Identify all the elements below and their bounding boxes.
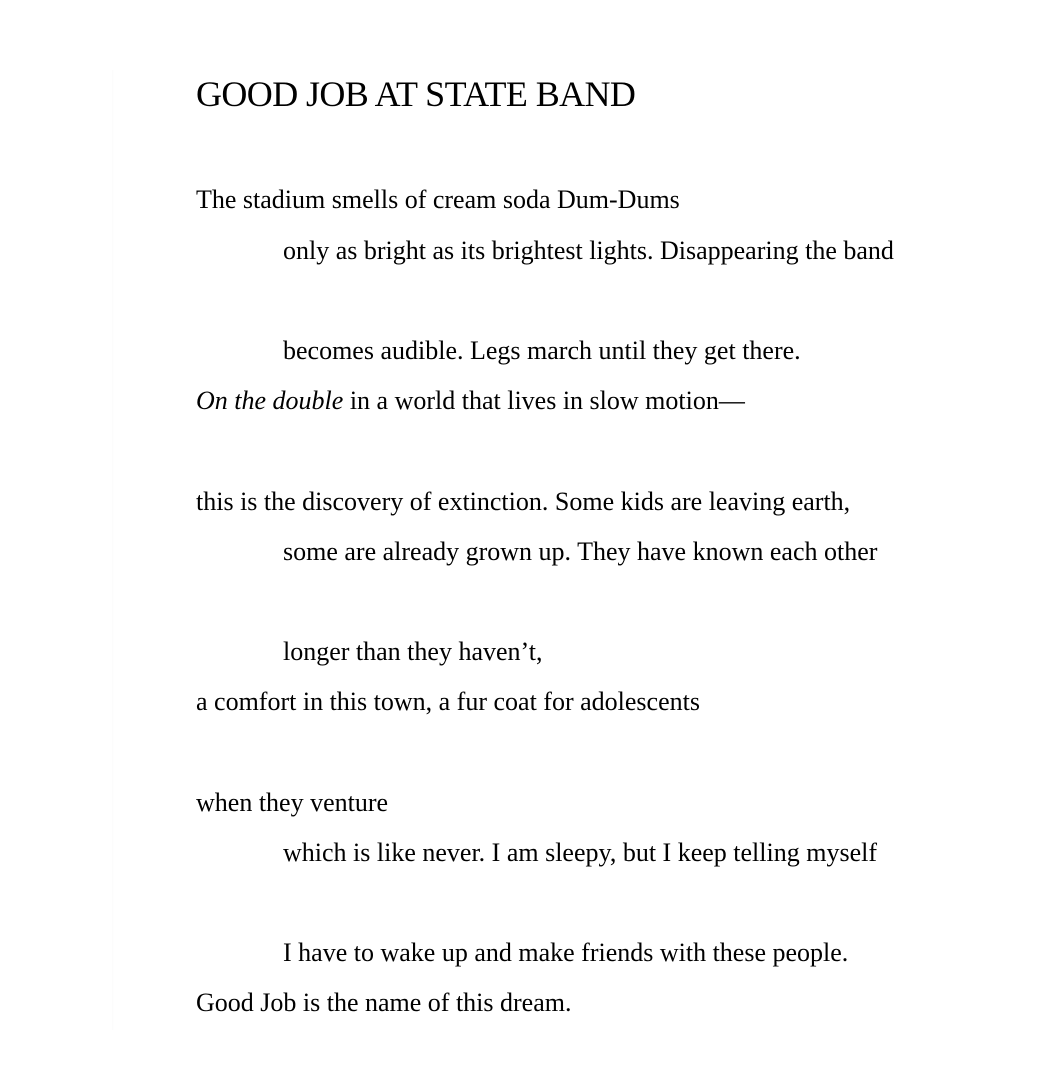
poem-line-12: Good Job is the name of this dream. xyxy=(196,988,572,1017)
poem-line-6: some are already grown up. They have known each other xyxy=(283,537,878,566)
poem-line-11: I have to wake up and make friends with these people. xyxy=(283,938,849,967)
poem-title: GOOD JOB AT STATE BAND xyxy=(196,74,636,114)
poem-line-8: a comfort in this town, a fur coat for adolescents xyxy=(196,687,700,716)
poem-line-3: becomes audible. Legs march until they get there. xyxy=(283,336,801,365)
poem-line-7: longer than they haven’t, xyxy=(283,637,543,666)
poem-line-4 xyxy=(196,385,745,417)
poem-line-5: this is the discovery of extinction. Some kids are leaving earth, xyxy=(196,487,851,516)
poem-line-1: The stadium smells of cream soda Dum-Dums xyxy=(196,185,680,214)
poem-line-10: which is like never. I am sleepy, but I keep telling myself xyxy=(283,838,877,867)
poem-line-9: when they venture xyxy=(196,788,389,817)
page-margin-edge xyxy=(112,70,114,1030)
poem-line-2: only as bright as its brightest lights. Disappearing the band xyxy=(283,236,894,265)
poem-line-4-rest: in a world that lives in slow motion— xyxy=(343,386,745,415)
poem-italic-phrase: On the double xyxy=(196,386,344,415)
